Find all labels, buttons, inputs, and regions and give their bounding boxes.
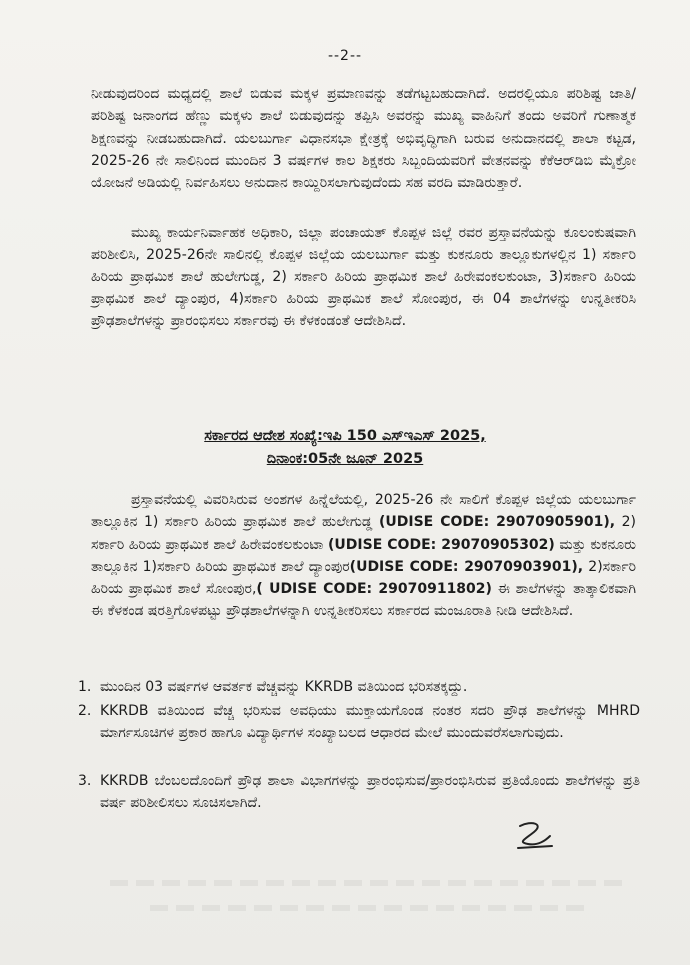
order-date-text: ದಿನಾಂಕ:05ನೇ ಜೂನ್ 2025: [266, 451, 424, 467]
condition-number: 2.: [78, 703, 92, 719]
paragraph-3-text: ಪ್ರಸ್ತಾವನೆಯಲ್ಲಿ ವಿವರಿಸಿರುವ ಅಂಶಗಳ ಹಿನ್ನೆಲೆಯಲ್ಲಿ, 2025-26 ನೇ ಸಾಲಿಗೆ ಕೊಪ್ಪಳ ಜಿಲ್ಲೆಯ ಯಲಬುರ್ಗಾ ತಾಲ್ಲೂಕಿನ 1) ಸರ್ಕಾರಿ ಹಿರಿಯ ಪ್ರಾಥಮಿಕ ಶಾಲೆ ಹುಲೇಗುಡ್ಡ: [91, 492, 636, 531]
paragraph-3-text: ಮತ್ತು ಕುಕನೂರು ತಾಲ್ಲೂಕಿನ 1)ಸರ್ಕಾರಿ ಹಿರಿಯ ಪ್ರಾಥಮಿಕ ಶಾಲೆ ದ್ಯಾಂಪುರ: [91, 536, 636, 575]
udise-code: (UDISE CODE: 29070903901),: [349, 558, 584, 575]
udise-code: (UDISE CODE: 29070905302): [328, 536, 555, 553]
condition-list: [64, 700, 640, 744]
condition-list: [64, 676, 640, 698]
condition-list: [64, 770, 640, 814]
order-number-text: ಸರ್ಕಾರದ ಆದೇಶ ಸಂಖ್ಯೆ:ಇಪಿ 150 ಎಸ್‌ಇಎಸ್ 2025,: [204, 428, 486, 444]
paragraph-1: ನೀಡುವುದರಿಂದ ಮಧ್ಯದಲ್ಲಿ ಶಾಲೆ ಬಿಡುವ ಮಕ್ಕಳ ಪ್ರಮಾಣವನ್ನು ತಡೆಗಟ್ಟಬಹುದಾಗಿದೆ. ಅದರಲ್ಲಿಯೂ ಪರಿಶಿಷ್ಟ ಜಾತಿ/ಪರಿಶಿಷ್ಟ ಜನಾಂಗದ ಹೆಣ್ಣು ಮಕ್ಕಳು ಶಾಲೆ ಬಿಡುವುದನ್ನು ತಪ್ಪಿಸಿ ಅವರನ್ನು ಮುಖ್ಯ ವಾಹಿನಿಗೆ ತಂದು ಅವರಿಗೆ ಗುಣಾತ್ಮಕ ಶಿಕ್ಷಣವನ್ನು ನೀಡಬಹುದಾಗಿದೆ. ಯಲಬುರ್ಗಾ ವಿಧಾನಸಭಾ ಕ್ಷೇತ್ರಕ್ಕೆ ಅಭಿವೃದ್ಧಿಗಾಗಿ ಬರುವ ಅನುದಾನದಲ್ಲಿ ಶಾಲಾ ಕಟ್ಟಡ, 2025-26 ನೇ ಸಾಲಿನಿಂದ ಮುಂದಿನ 3 ವರ್ಷಗಳ ಕಾಲ ಶಿಕ್ಷಕರು ಸಿಬ್ಬಂದಿಯವರಿಗೆ ವೇತನವನ್ನು ಕೆಕೆಆರ್‌ಡಿಬಿ ಮೈಕ್ರೋ ಯೋಜನೆ ಅಡಿಯಲ್ಲಿ ನಿರ್ವಹಿಸಲು ಅನುದಾನ ಕಾಯ್ದಿರಿಸಲಾಗುವುದೆಂದು ಸಹ ವರದಿ ಮಾಡಿರುತ್ತಾರೆ.: [91, 86, 636, 192]
order-number-heading: [0, 424, 690, 448]
paragraph-3-text: 2) ಸರ್ಕಾರಿ ಹಿರಿಯ ಪ್ರಾಥಮಿಕ ಶಾಲೆ ಹಿರೇವಂಕಲಕುಂಟಾ: [91, 514, 636, 553]
condition-item: [64, 770, 640, 814]
condition-number: 1.: [78, 679, 92, 695]
condition-text: KKRDB ಬೆಂಬಲದೊಂದಿಗೆ ಪ್ರೌಢ ಶಾಲಾ ವಿಭಾಗಗಳನ್ನು ಪ್ರಾರಂಭಿಸುವ/ಪ್ರಾರಂಭಿಸಿರುವ ಪ್ರತಿಯೊಂದು ಶಾಲೆಗಳನ್ನು ಪ್ರತಿ ವರ್ಷ ಪರಿಶೀಲಿಸಲು ಸೂಚಿಸಲಾಗಿದೆ.: [100, 773, 640, 811]
condition-item: [64, 700, 640, 744]
condition-number: 3.: [78, 773, 92, 789]
signature-icon: [512, 820, 558, 854]
order-date-heading: [0, 447, 690, 471]
paragraph-3: [91, 489, 636, 623]
condition-text: ಮುಂದಿನ 03 ವರ್ಷಗಳ ಆವರ್ತಕ ವೆಚ್ಚವನ್ನು KKRDB ವತಿಯಿಂದ ಭರಿಸತಕ್ಕದ್ದು.: [100, 679, 468, 695]
paragraph-3-text: 2)ಸರ್ಕಾರಿ ಹಿರಿಯ ಪ್ರಾಥಮಿಕ ಶಾಲೆ ಸೋಂಪುರ,: [91, 558, 636, 598]
condition-text: KKRDB ವತಿಯಿಂದ ವೆಚ್ಚ ಭರಿಸುವ ಅವಧಿಯು ಮುಕ್ತಾಯಗೊಂಡ ನಂತರ ಸದರಿ ಪ್ರೌಢ ಶಾಲೆಗಳನ್ನು MHRD ಮಾರ್ಗಸೂಚಿಗಳ ಪ್ರಕಾರ ಹಾಗೂ ವಿದ್ಯಾರ್ಥಿಗಳ ಸಂಖ್ಯಾಬಲದ ಆಧಾರದ ಮೇಲೆ ಮುಂದುವರೆಸಲಾಗುವುದು.: [100, 703, 640, 741]
bleed-through-mark: [150, 905, 590, 911]
paragraph-3-text: ಈ ಶಾಲೆಗಳನ್ನು ತಾತ್ಕಾಲಿಕವಾಗಿ ಈ ಕೆಳಕಂಡ ಷರತ್ತಿಗೊಳಪಟ್ಟು ಪ್ರೌಢಶಾಲೆಗಳನ್ನಾಗಿ ಉನ್ನತೀಕರಿಸಲು ಸರ್ಕಾರದ ಮಂಜೂರಾತಿ ನೀಡಿ ಆದೇಶಿಸಿದೆ.: [91, 581, 636, 620]
bleed-through-mark: [110, 880, 630, 886]
page-number: --2--: [327, 48, 363, 64]
udise-code: ( UDISE CODE: 29070911802): [256, 581, 492, 598]
udise-code: (UDISE CODE: 29070905901),: [378, 514, 616, 531]
paragraph-2: ಮುಖ್ಯ ಕಾರ್ಯನಿರ್ವಾಹಕ ಅಧಿಕಾರಿ, ಜಿಲ್ಲಾ ಪಂಚಾಯತ್ ಕೊಪ್ಪಳ ಜಿಲ್ಲೆ ರವರ ಪ್ರಸ್ತಾವನೆಯನ್ನು ಕೂಲಂಕುಷವಾಗಿ ಪರಿಶೀಲಿಸಿ, 2025-26ನೇ ಸಾಲಿನಲ್ಲಿ ಕೊಪ್ಪಳ ಜಿಲ್ಲೆಯ ಯಲಬುರ್ಗಾ ಮತ್ತು ಕುಕನೂರು ತಾಲ್ಲೂಕುಗಳಲ್ಲಿನ 1) ಸರ್ಕಾರಿ ಹಿರಿಯ ಪ್ರಾಥಮಿಕ ಶಾಲೆ ಹುಲೇಗುಡ್ಡ, 2) ಸರ್ಕಾರಿ ಹಿರಿಯ ಪ್ರಾಥಮಿಕ ಶಾಲೆ ಹಿರೇವಂಕಲಕುಂಟಾ, 3)ಸರ್ಕಾರಿ ಹಿರಿಯ ಪ್ರಾಥಮಿಕ ಶಾಲೆ ದ್ಯಾಂಪುರ, 4)ಸರ್ಕಾರಿ ಹಿರಿಯ ಪ್ರಾಥಮಿಕ ಶಾಲೆ ಸೋಂಪುರ, ಈ 04 ಶಾಲೆಗಳನ್ನು ಉನ್ನತೀಕರಿಸಿ ಪ್ರೌಢಶಾಲೆಗಳನ್ನು ಪ್ರಾರಂಭಿಸಲು ಸರ್ಕಾರವು ಈ ಕೆಳಕಂಡಂತೆ ಆದೇಶಿಸಿದೆ.: [91, 225, 636, 329]
condition-item: [64, 676, 640, 698]
